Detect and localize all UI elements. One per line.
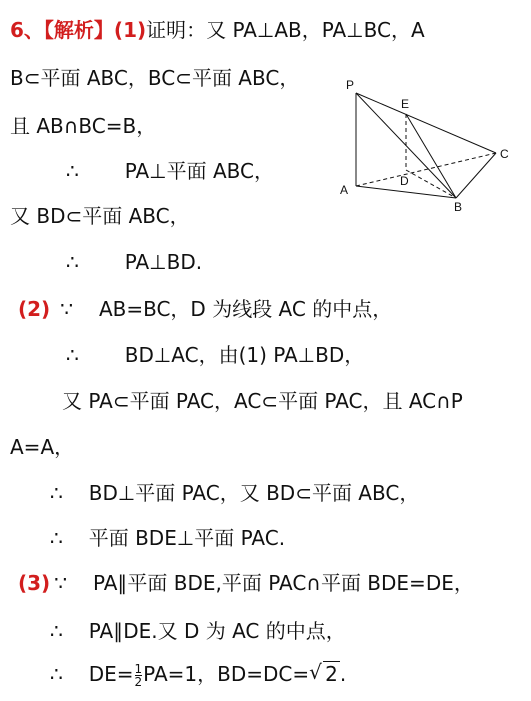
line-8-text: BD⊥AC，由(1) PA⊥BD， <box>124 343 365 367</box>
line-12 <box>50 526 285 550</box>
solution-tag: 【解析】 <box>43 18 114 42</box>
line-7 <box>18 297 392 321</box>
line-4 <box>66 159 274 183</box>
sqrt-expression <box>309 662 340 686</box>
fraction-one-half <box>135 663 143 688</box>
therefore-symbol: ∴ <box>66 250 79 274</box>
therefore-symbol: ∴ <box>50 662 63 686</box>
edge-BC <box>456 153 496 198</box>
line-1-text: 证明：又 PA⊥AB，PA⊥BC，A <box>146 18 425 42</box>
fraction-denominator: 2 <box>134 675 143 689</box>
label-B: B <box>454 200 463 214</box>
label-P: P <box>346 78 355 92</box>
label-E: E <box>401 97 410 111</box>
therefore-symbol: ∴ <box>66 343 79 367</box>
fraction-numerator: 1 <box>134 662 143 676</box>
line-7-text: AB=BC，D 为线段 AC 的中点， <box>98 297 393 321</box>
sqrt-radicand: 2 <box>325 662 338 686</box>
therefore-symbol: ∴ <box>66 159 79 183</box>
therefore-symbol: ∴ <box>50 526 63 550</box>
line-14 <box>50 619 346 643</box>
line-12-text: 平面 BDE⊥平面 PAC. <box>88 526 286 550</box>
line-15-text-c: . <box>339 662 347 686</box>
label-A: A <box>340 183 349 197</box>
pyramid-figure <box>336 76 526 216</box>
edge-PC <box>356 93 496 153</box>
label-D: D <box>400 174 409 188</box>
therefore-symbol: ∴ <box>50 481 63 505</box>
line-14-text: PA∥DE.又 D 为 AC 的中点， <box>88 619 346 643</box>
line-13 <box>18 571 474 595</box>
line-6-text: PA⊥BD. <box>124 250 203 274</box>
line-3: 且 AB∩BC=B， <box>10 114 157 138</box>
line-5: 又 BD⊂平面 ABC， <box>10 204 190 228</box>
edge-EB <box>406 114 456 198</box>
line-10: A=A， <box>10 435 75 459</box>
line-4-text: PA⊥平面 ABC， <box>124 159 274 183</box>
because-symbol: ∵ <box>54 571 67 595</box>
line-9: 又 PA⊂平面 PAC，AC⊂平面 PAC，且 AC∩P <box>62 389 463 413</box>
radical-sign: √ <box>309 660 322 684</box>
line-13-text: PA∥平面 BDE,平面 PAC∩平面 BDE=DE， <box>92 571 474 595</box>
part-2-label: (2) <box>18 297 51 321</box>
part-1-label: (1) <box>113 18 147 42</box>
edge-DB <box>406 170 456 198</box>
line-6 <box>66 250 202 274</box>
part-3-label: (3) <box>18 571 51 595</box>
therefore-symbol: ∴ <box>50 619 63 643</box>
label-C: C <box>500 147 509 161</box>
line-11 <box>50 481 419 505</box>
line-15 <box>50 662 346 688</box>
line-8 <box>66 343 364 367</box>
line-2: B⊂平面 ABC，BC⊂平面 ABC， <box>10 66 300 90</box>
line-15-text-a: DE= <box>88 662 134 686</box>
line-1 <box>10 18 425 42</box>
because-symbol: ∵ <box>60 297 73 321</box>
line-11-text: BD⊥平面 PAC，又 BD⊂平面 ABC， <box>88 481 420 505</box>
line-15-text-b: PA=1，BD=DC= <box>143 662 310 686</box>
problem-number: 6、 <box>10 18 44 42</box>
